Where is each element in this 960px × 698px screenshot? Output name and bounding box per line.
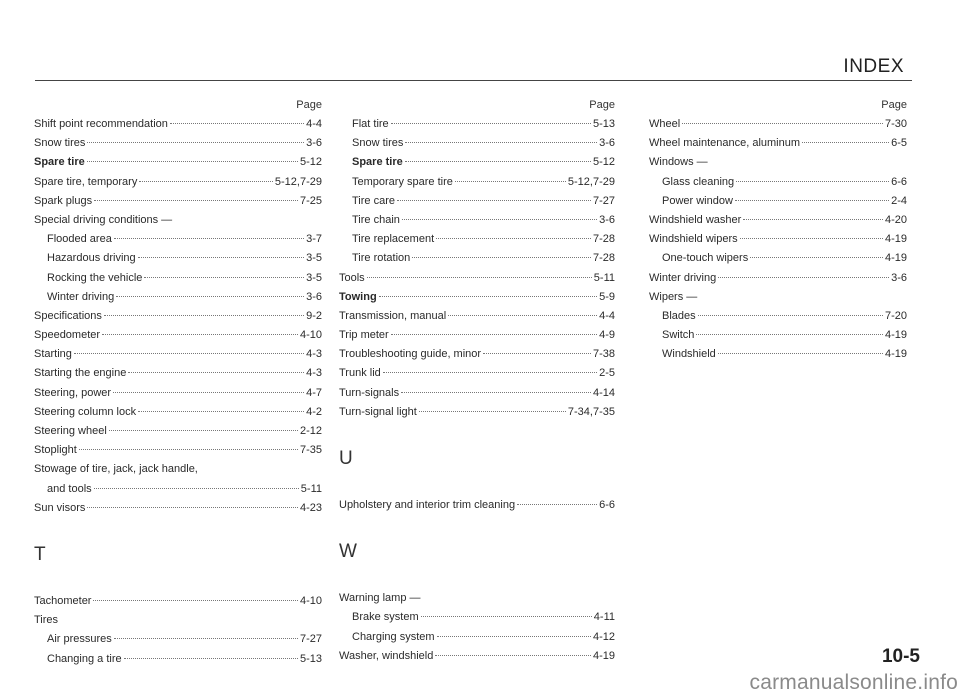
dot-leader <box>743 219 883 220</box>
index-entry-page: 3-6 <box>306 137 322 150</box>
dot-leader <box>379 296 597 297</box>
index-entry-page: 7-25 <box>299 194 322 207</box>
index-entry-term: Flat tire <box>352 118 389 130</box>
index-column-2 <box>339 95 615 666</box>
index-entry-page: 7-28 <box>592 233 615 246</box>
index-entry <box>339 364 615 383</box>
index-entry <box>649 269 907 288</box>
index-entry-page: 3-5 <box>306 271 322 284</box>
index-entry-term: Starting the engine <box>34 367 127 380</box>
index-entry-term: Troubleshooting guide, minor <box>339 348 482 361</box>
index-entry-term: Spark plugs <box>34 194 93 207</box>
dot-leader <box>87 507 298 508</box>
dot-leader <box>735 200 889 201</box>
dot-leader <box>402 219 597 220</box>
dot-leader <box>113 392 304 393</box>
dot-leader <box>448 315 597 316</box>
index-entry-page: 3-5 <box>306 252 322 265</box>
index-entry-page: 4-19 <box>884 252 907 265</box>
index-entry <box>649 153 907 172</box>
index-entry-term: Charging system <box>352 630 435 643</box>
dot-leader <box>139 181 273 182</box>
index-entry <box>339 384 615 403</box>
index-entry <box>34 650 322 669</box>
index-entry-term: Turn-signals <box>339 386 400 399</box>
index-entry-term: Special driving conditions — <box>34 213 173 226</box>
dot-leader <box>102 334 298 335</box>
index-entry-term: Spare tire <box>34 156 85 169</box>
dot-leader <box>455 181 566 182</box>
dot-leader <box>696 334 883 335</box>
index-entry-term: Wheel <box>649 118 681 130</box>
index-entry-page: 3-6 <box>306 290 322 303</box>
index-entry <box>649 211 907 230</box>
index-entry-term: Tachometer <box>34 594 92 607</box>
index-entry <box>34 211 322 230</box>
index-entry-term: Stowage of tire, jack, jack handle, <box>34 463 198 476</box>
dot-leader <box>170 123 304 124</box>
index-entry-page: 3-7 <box>306 233 322 246</box>
index-entry <box>339 589 615 608</box>
index-entry <box>339 153 615 172</box>
index-entry <box>34 230 322 249</box>
index-entry <box>34 345 322 364</box>
index-entry-term: Tires <box>34 614 59 627</box>
watermark-text: carmanualsonline.info <box>749 671 958 694</box>
dot-leader <box>412 257 591 258</box>
index-entry-term: Tire rotation <box>352 252 411 265</box>
index-entry-term: Tire care <box>352 194 395 207</box>
index-entry <box>34 134 322 153</box>
page-number: 10-5 <box>881 646 920 667</box>
index-entry-term: Tire chain <box>352 213 400 226</box>
index-entry-page: 5-11 <box>300 482 322 495</box>
dot-leader <box>87 142 304 143</box>
dot-leader <box>736 181 889 182</box>
index-entry-page: 5-11 <box>593 271 615 284</box>
index-entry <box>34 307 322 326</box>
index-entry-page: 4-11 <box>593 611 615 624</box>
index-entry-term: Winter driving <box>649 271 717 284</box>
page-column-label: Page <box>296 99 322 111</box>
dot-leader <box>437 636 591 637</box>
index-entry-page: 4-19 <box>884 329 907 342</box>
index-entry-term: Sun visors <box>34 501 86 514</box>
dot-leader <box>750 257 883 258</box>
index-entry-term: Windows — <box>649 156 708 169</box>
dot-leader <box>138 257 304 258</box>
index-entry <box>34 153 322 172</box>
index-entry-page: 4-9 <box>599 329 615 342</box>
index-entry <box>339 211 615 230</box>
index-entry-term: Spare tire <box>352 156 403 169</box>
index-entry-term: Windshield wipers <box>649 233 738 246</box>
index-entry-page: 7-27 <box>299 633 322 646</box>
index-entry <box>34 115 322 134</box>
index-entry <box>649 249 907 268</box>
index-entry <box>34 192 322 211</box>
index-entry-page: 4-14 <box>592 386 615 399</box>
dot-leader <box>435 655 591 656</box>
dot-leader <box>367 277 592 278</box>
index-entry-page: 4-19 <box>884 233 907 246</box>
index-entry-term: Power window <box>662 194 733 207</box>
index-entry-page: 5-12,7-29 <box>567 175 615 188</box>
index-entry-page: 4-19 <box>592 649 615 662</box>
dot-leader <box>483 353 591 354</box>
index-entry-page: 7-30 <box>884 118 907 130</box>
index-entry-page: 5-9 <box>599 290 615 303</box>
index-entry <box>34 422 322 441</box>
index-entry <box>34 269 322 288</box>
dot-leader <box>114 238 304 239</box>
index-entry <box>649 307 907 326</box>
section-letter-w: W <box>339 541 357 563</box>
index-entry <box>339 608 615 627</box>
index-entry-term: Shift point recommendation <box>34 118 168 130</box>
dot-leader <box>114 638 298 639</box>
index-entry-page: 2-12 <box>299 425 322 437</box>
index-entry-term: Wipers — <box>649 290 698 303</box>
section-letter-t: T <box>34 543 46 565</box>
index-entry <box>339 192 615 211</box>
index-entry <box>339 115 615 134</box>
index-entry-page: 5-12,7-29 <box>274 175 322 188</box>
index-entry <box>34 326 322 345</box>
dot-leader <box>109 430 298 431</box>
dot-leader <box>391 334 597 335</box>
index-entry-page: 4-19 <box>884 348 907 361</box>
dot-leader <box>391 123 591 124</box>
index-entry-term: Windshield washer <box>649 213 742 226</box>
index-entry <box>649 326 907 345</box>
index-entry-page: 2-4 <box>891 194 907 207</box>
index-entry-page: 4-7 <box>306 386 322 399</box>
index-entry <box>649 173 907 192</box>
index-entry-page: 3-6 <box>599 137 615 150</box>
dot-leader <box>94 488 299 489</box>
index-entry <box>649 192 907 211</box>
index-entry-term: Snow tires <box>352 137 404 150</box>
index-entry-page: 6-6 <box>891 175 907 188</box>
dot-leader <box>128 372 304 373</box>
index-entry-term: Hazardous driving <box>47 252 136 265</box>
index-entry-page: 4-4 <box>599 309 615 322</box>
dot-leader <box>138 411 304 412</box>
index-entry-term: Stoplight <box>34 444 77 457</box>
index-entry-term: Snow tires <box>34 137 86 150</box>
index-entry <box>339 307 615 326</box>
index-entry <box>339 647 615 666</box>
dot-leader <box>124 658 298 659</box>
index-entry-term: Temporary spare tire <box>352 175 453 188</box>
index-entry-page: 5-12 <box>299 156 322 169</box>
index-entry-page: 7-35 <box>299 444 322 457</box>
index-entry-term: Tire replacement <box>352 233 435 246</box>
dot-leader <box>87 161 298 162</box>
index-entry-term: Air pressures <box>47 633 112 646</box>
index-entry <box>649 288 907 307</box>
dot-leader <box>419 411 566 412</box>
index-entry-term: Washer, windshield <box>339 649 434 662</box>
index-entry <box>339 345 615 364</box>
index-entry <box>34 499 322 518</box>
index-entry-term: Flooded area <box>47 233 112 246</box>
index-entry-page: 5-12 <box>592 156 615 169</box>
index-entry-term: Steering, power <box>34 386 112 399</box>
dot-leader <box>397 200 591 201</box>
index-entry-term: Trunk lid <box>339 367 381 380</box>
index-entry <box>34 249 322 268</box>
dot-leader <box>93 600 297 601</box>
index-column-3 <box>649 95 907 364</box>
index-entry-page: 4-3 <box>306 348 322 361</box>
index-entry <box>34 288 322 307</box>
dot-leader <box>144 277 304 278</box>
dot-leader <box>698 315 883 316</box>
index-entry-term: Wheel maintenance, aluminum <box>649 137 801 150</box>
index-entry-term: Steering column lock <box>34 405 137 418</box>
index-entry-page: 4-3 <box>306 367 322 380</box>
index-entry-term: Steering wheel <box>34 425 107 437</box>
index-entry-term: Changing a tire <box>47 652 122 665</box>
index-entry-term: Glass cleaning <box>662 175 735 188</box>
index-entry-page: 4-10 <box>299 329 322 342</box>
index-entry <box>339 496 615 515</box>
index-entry-page: 2-5 <box>599 367 615 380</box>
index-entry <box>339 269 615 288</box>
index-entry <box>649 115 907 134</box>
index-entry-page: 4-20 <box>884 213 907 226</box>
index-entry <box>34 630 322 649</box>
dot-leader <box>79 449 298 450</box>
index-entry <box>34 364 322 383</box>
index-entry-page: 6-5 <box>891 137 907 150</box>
dot-leader <box>74 353 304 354</box>
index-entry-term: Windshield <box>662 348 716 361</box>
index-entry <box>339 628 615 647</box>
index-entry <box>339 249 615 268</box>
dot-leader <box>740 238 883 239</box>
index-entry-term: Upholstery and interior trim cleaning <box>339 499 516 511</box>
dot-leader <box>517 504 597 505</box>
dot-leader <box>718 277 889 278</box>
index-entry-term: Switch <box>662 329 695 342</box>
index-entry <box>339 173 615 192</box>
index-entry <box>649 230 907 249</box>
section-letter-u: U <box>339 448 353 469</box>
index-entry-term: Starting <box>34 348 72 361</box>
index-entry-term: Turn-signal light <box>339 405 417 418</box>
index-entry <box>649 345 907 364</box>
dot-leader <box>802 142 889 143</box>
index-entry <box>34 480 322 499</box>
index-entry-page: 7-34,7-35 <box>567 405 615 418</box>
index-entry-page: 3-6 <box>891 271 907 284</box>
dot-leader <box>401 392 591 393</box>
index-entry-page: 4-2 <box>306 405 322 418</box>
index-entry-page: 4-23 <box>299 501 322 514</box>
index-entry-page: 4-4 <box>306 118 322 130</box>
index-entry <box>339 134 615 153</box>
dot-leader <box>94 200 298 201</box>
index-entry <box>339 230 615 249</box>
index-entry <box>34 173 322 192</box>
index-entry <box>34 384 322 403</box>
index-entry-term: Trip meter <box>339 329 389 342</box>
index-entry-page: 7-20 <box>884 309 907 322</box>
index-entry-term: Specifications <box>34 309 102 322</box>
dot-leader <box>383 372 597 373</box>
page-column-label: Page <box>589 99 615 111</box>
index-entry-term: Towing <box>339 290 377 303</box>
index-entry-page: 4-12 <box>592 630 615 643</box>
header-rule <box>35 80 912 81</box>
index-entry-term: Brake system <box>352 611 419 624</box>
index-title: INDEX <box>843 56 904 77</box>
index-entry-term: Blades <box>662 309 696 322</box>
index-entry-page: 4-10 <box>299 594 322 607</box>
index-entry-page: 7-27 <box>592 194 615 207</box>
index-entry-term: Warning lamp — <box>339 592 421 605</box>
index-entry-term: Spare tire, temporary <box>34 175 138 188</box>
dot-leader <box>116 296 304 297</box>
index-entry <box>34 403 322 422</box>
index-entry <box>339 288 615 307</box>
dot-leader <box>104 315 304 316</box>
index-entry-term: Winter driving <box>47 290 115 303</box>
index-entry-term: One-touch wipers <box>662 252 749 265</box>
index-entry <box>34 460 322 479</box>
index-entry-term: Tools <box>339 271 365 284</box>
dot-leader <box>405 161 591 162</box>
index-entry <box>34 441 322 460</box>
dot-leader <box>405 142 597 143</box>
index-entry-page: 9-2 <box>306 309 322 322</box>
index-entry-page: 3-6 <box>599 213 615 226</box>
index-entry-page: 7-28 <box>592 252 615 265</box>
index-entry <box>339 403 615 422</box>
dot-leader <box>682 123 883 124</box>
page-column-label: Page <box>881 99 907 111</box>
index-entry-page: 5-13 <box>592 118 615 130</box>
index-entry-term: Speedometer <box>34 329 101 342</box>
index-entry <box>34 611 322 630</box>
index-entry-term: Rocking the vehicle <box>47 271 143 284</box>
index-entry-page: 7-38 <box>592 348 615 361</box>
index-entry <box>34 592 322 611</box>
index-entry <box>649 134 907 153</box>
index-entry-page: 6-6 <box>599 499 615 511</box>
index-column-1 <box>34 95 322 669</box>
dot-leader <box>421 616 592 617</box>
index-entry-term: Transmission, manual <box>339 309 447 322</box>
index-entry-term: and tools <box>47 482 92 495</box>
dot-leader <box>718 353 883 354</box>
index-entry-page: 5-13 <box>299 652 322 665</box>
dot-leader <box>436 238 591 239</box>
index-entry <box>339 326 615 345</box>
